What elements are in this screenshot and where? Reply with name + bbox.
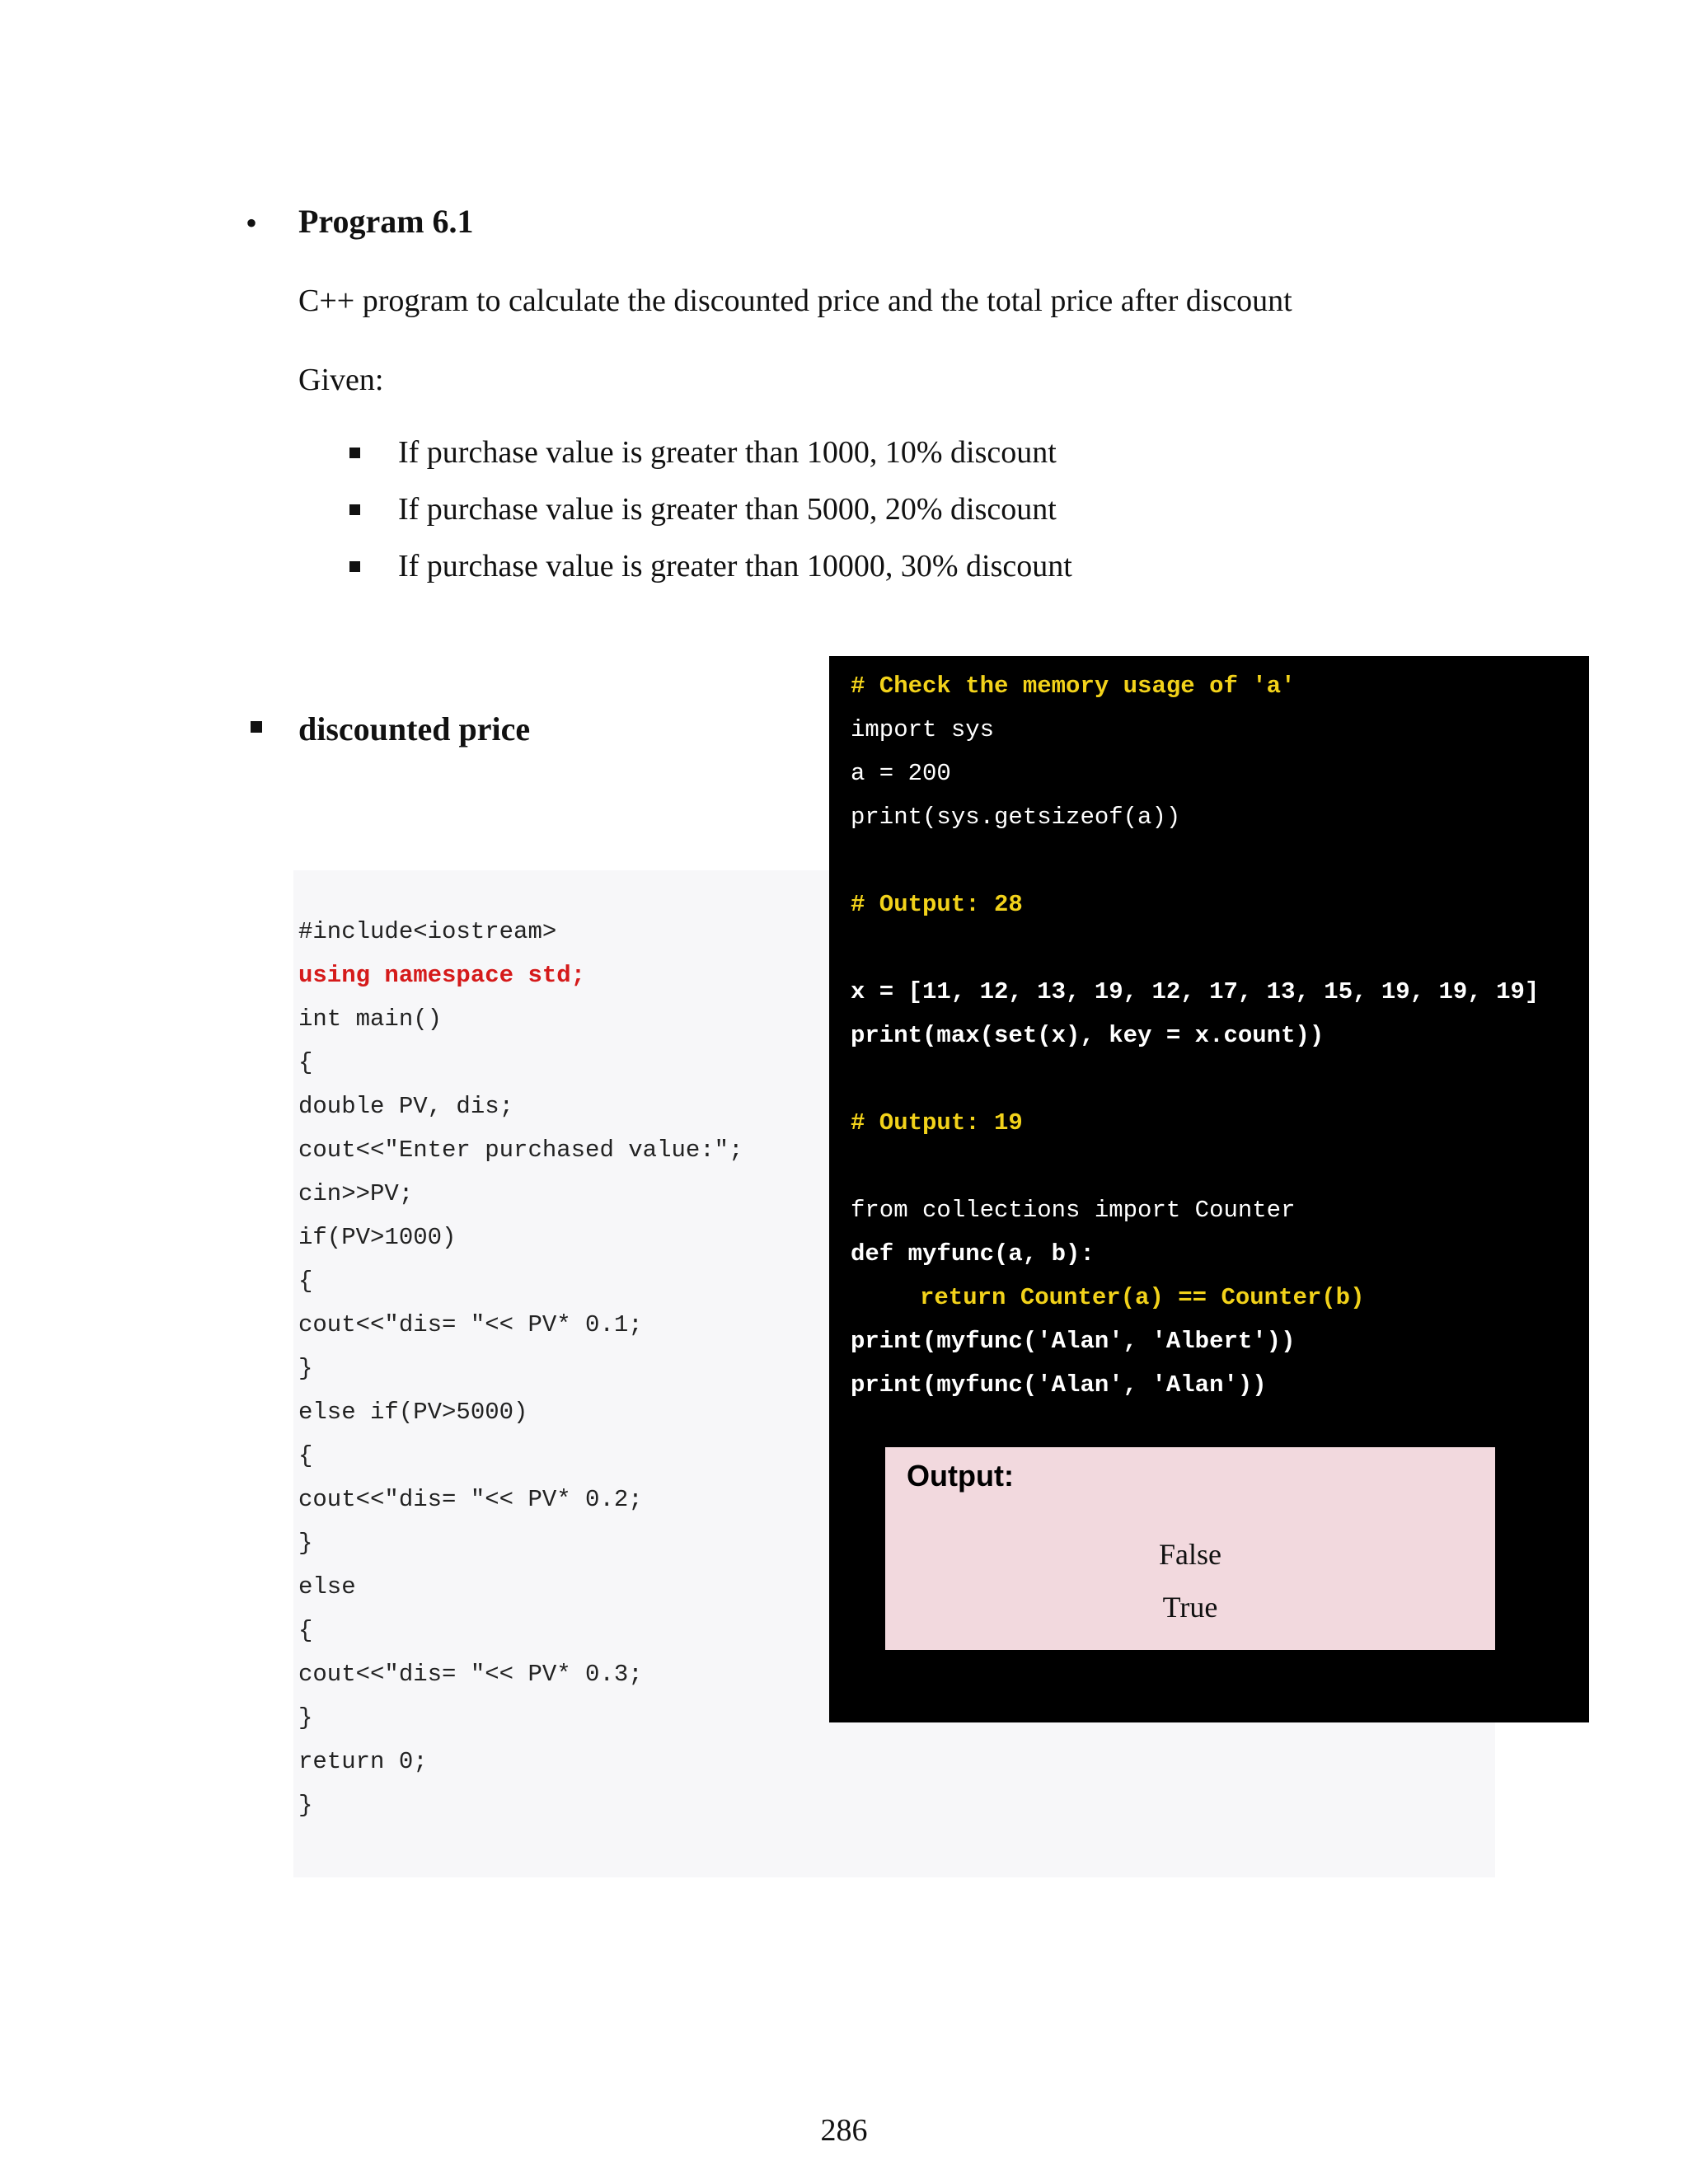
section-bullet: •: [246, 204, 258, 241]
code-line: # Output: 19: [851, 1109, 1023, 1137]
code-line: return 0;: [298, 1748, 428, 1775]
code-line: }: [298, 1704, 313, 1732]
code-line: a = 200: [851, 760, 951, 787]
condition-text: If purchase value is greater than 1000, 10% discount: [398, 435, 1057, 470]
condition-item: [349, 484, 1057, 535]
square-bullet-icon: [349, 561, 360, 572]
output-line: False: [1159, 1538, 1221, 1571]
code-line: }: [298, 1530, 313, 1557]
code-line: # Check the memory usage of 'a': [851, 673, 1296, 700]
output-lines: [885, 1528, 1495, 1633]
code-line: {: [298, 1617, 313, 1644]
code-line: else if(PV>5000): [298, 1399, 528, 1426]
condition-text: If purchase value is greater than 5000, 20% discount: [398, 492, 1057, 527]
code-line: if(PV>1000): [298, 1224, 457, 1251]
given-label: Given:: [298, 363, 384, 397]
code-line: [851, 839, 1539, 883]
condition-item: [349, 427, 1057, 478]
code-line: }: [298, 1355, 313, 1382]
output-box: [885, 1447, 1495, 1650]
code-line: cout<<"dis= "<< PV* 0.1;: [298, 1311, 643, 1338]
code-line: {: [298, 1442, 313, 1469]
code-line: # Output: 28: [851, 891, 1023, 918]
code-line: print(sys.getsizeof(a)): [851, 804, 1181, 831]
code-line: print(max(set(x), key = x.count)): [851, 1022, 1325, 1049]
program-description: C++ program to calculate the discounted price and the total price after discount: [298, 284, 1292, 318]
code-line: print(myfunc('Alan', 'Alan')): [851, 1371, 1267, 1399]
page-number: 286: [820, 2113, 868, 2148]
code-line: [851, 1145, 1539, 1188]
code-line: {: [298, 1049, 313, 1076]
output-title: Output:: [907, 1459, 1014, 1493]
square-bullet-icon: [349, 448, 360, 458]
subsection-heading: discounted price: [298, 710, 531, 748]
code-line: cout<<"dis= "<< PV* 0.3;: [298, 1661, 643, 1688]
code-line: def myfunc(a, b):: [851, 1240, 1095, 1268]
condition-item: [349, 541, 1072, 592]
code-line: #include<iostream>: [298, 918, 557, 945]
code-line: int main(): [298, 1005, 443, 1033]
code-line: [851, 926, 1539, 970]
code-line: import sys: [851, 716, 995, 743]
code-line: using namespace std;: [298, 962, 586, 989]
code-line: double PV, dis;: [298, 1093, 514, 1120]
python-code-panel: [829, 656, 1589, 1722]
code-line: cout<<"Enter purchased value:";: [298, 1137, 743, 1164]
code-line: cin>>PV;: [298, 1180, 414, 1207]
cpp-code-block: [298, 910, 743, 1827]
code-line: x = [11, 12, 13, 19, 12, 17, 13, 15, 19, 19, 19]: [851, 978, 1540, 1005]
square-bullet-icon: [349, 504, 360, 515]
python-code-block: [851, 664, 1539, 1407]
code-line: else: [298, 1573, 356, 1601]
code-line: }: [298, 1792, 313, 1819]
condition-text: If purchase value is greater than 10000, 30% discount: [398, 549, 1072, 583]
code-line: {: [298, 1268, 313, 1295]
code-line: from collections import Counter: [851, 1197, 1296, 1224]
code-line: [851, 1057, 1539, 1101]
code-line: return Counter(a) == Counter(b): [920, 1284, 1365, 1311]
code-line: cout<<"dis= "<< PV* 0.2;: [298, 1486, 643, 1513]
code-line: print(myfunc('Alan', 'Albert')): [851, 1328, 1296, 1355]
output-line: True: [1162, 1591, 1218, 1624]
program-title: Program 6.1: [298, 203, 474, 240]
square-bullet-icon: [251, 721, 262, 733]
